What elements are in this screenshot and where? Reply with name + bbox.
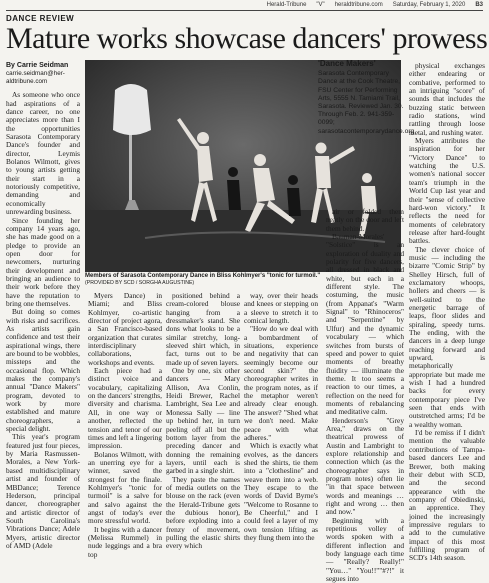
header-date: Saturday, February 1, 2020 xyxy=(392,2,466,8)
paragraph: Beginning with a repetitious volley of words spoken with a different inflection and body language each time — "Really? Really!" "You…" "You!!""#?!" it segues into xyxy=(326,515,404,583)
paragraph: This year's program featured just four pieces, by Maria Rasmussen-Morales, a New York-based multidisciplinary artist and founder of MBDance; Terence Hederson, principal dancer, choreographer and artistic director of South Carolina's Vibrations Dance; Adele Myers, artistic director of AMD (Adele xyxy=(6,432,80,550)
column-5 xyxy=(326,207,404,583)
paragraph: Which is exactly what evolves, as the dancers shed the shirts, tie them into a "clothesline" and weave them into a web. They escape to the words of David Byrne's "Welcome to Rosanne to Be Cheerful," and I could feel a layer of my own tension lifting as they flung them into the xyxy=(244,441,318,542)
paragraph: But doing so comes with risks and sacrifices. As artists gain confidence and test their aspirational wings, there are bound to be wobbles, missteps and the occasional flop. Which makes the company's annual "Dance Makers" program, devoted to work by more established and mature choreographers, a special delight. xyxy=(6,307,80,434)
byline: By Carrie Seidman xyxy=(6,62,69,69)
paragraph: positioned behind a cream-colored blouse hanging from a dressmaker's stand. She dons what looks to be a similar stretchy, long-sleeved shirt which, in fact, turns out to be made up of seven layers. xyxy=(166,291,240,367)
header-rule xyxy=(6,10,483,11)
kicker: DANCE REVIEW xyxy=(6,14,75,23)
paragraph: They paste the names of media outlets on the blouse on the rack (even the Herald-Tribune gets the dubious honor), before exploding into a frenzy of movement, pulling the elastic shirts every which xyxy=(166,474,240,551)
paragraph: One by one, six other dancers — Mary Allison, Ava Conlin, Heidi Brewer, Rachel Lambright, Sea Lee and Monessa Sally — line up behind her, in turn peeling off all but the bottom layer from the preceding dancer and donning the remaining layers, until each is garbed in a single shirt. xyxy=(166,366,240,476)
paragraph: As someone who once had aspirations of a dance career, no one appreciates more than I the opportunities Sarasota Contemporary Dance's founder and director, Leymis Bolanos Wilmott, gives to young artists getting their start in a notoriously competitive, demanding and economically unrewarding business. xyxy=(6,90,80,217)
paragraph: I'd be remiss if I didn't mention the valuable contributions of Tampa-based dancers Lee and Brewer, both making their debut with SCD, and the second appearance with the company of Obiedinski, an apprentice. They joined the increasingly impressive regulars to add to the cumulative impact of this most fulfilling program of SCD's 14th season. xyxy=(409,428,485,563)
paragraph: "How do we deal with a bombardment of situations, experience and negativity that can seemingly become our second skin?" the choreographer writes in the program notes, as if the metaphor weren't already clear enough. The answer? "Shed what we don't need. Make peace with what adheres." xyxy=(244,324,318,442)
column-3 xyxy=(166,291,240,551)
paragraph: Each piece had a distinct voice and vocabulary, capitalizing on the dancers' strengths, diversity and charisma. All, in one way or another, reflected the tension and tenor of our times and left a lingering impression. xyxy=(88,366,162,451)
paragraph: air or folded them neatly on the door and left them behind. xyxy=(326,207,404,233)
event-info-box xyxy=(318,59,415,136)
header-paper: Herald-Tribune xyxy=(266,2,307,8)
paragraph: Bauman-Morales' "Solstice" is an exploration of duality and polarity for five dancers, all dressed in black and white, but each in a different style. The costuming, the music (from Appanat's "Warm Signal" to "Rhinoceros" and "Serpentine" by Ulfur) and the dynamic vocabulary — which switches from bursts of speed and power to quiet moments of breathy fluidity — illuminate the theme. It too seems a reaction to our times, a reflection on the need for moments of rebalancing and meditative calm. xyxy=(326,232,404,417)
paragraph: Myers Dance) in Miami; and Bliss Kohlmyer, co-artistic director of project agora, a San Francisco-based organization that curates interdisciplinary collaborations, workshops and events. xyxy=(88,291,162,367)
column-4 xyxy=(244,291,318,542)
paragraph: The clever choice of music — including the bizarre "Comic Strip" by Shelley Hirsch, full of exclamatory whoops, hollers and cheers — is well-suited to the energetic barrage of leaps, floor slides and spiraling, speedy turns. The ending, with the dancers in a deep lunge reaching forward and upward, is metaphorically appropriate but made me wish I had a hundred backs for every contemporary piece I've seen that ends with outstretched arms; I'd be a wealthy woman. xyxy=(409,244,485,429)
paragraph: physical exchanges either endearing or combative, performed to an intriguing "score" of sounds that includes the buzzing static between radio stations, wind rattling through loose metal, and rushing water. xyxy=(409,61,485,137)
column-6 xyxy=(409,61,485,563)
headline: Mature works showcase dancers' prowess xyxy=(6,22,488,55)
paragraph: Myers attributes the inspiration for her "Victory Dance" to watching the U.S. women's national soccer team's triumph in the World Cup last year and their "sense of collective hard-won victory." It reflects the need for moments of celebratory release after hard-fought battles. xyxy=(409,136,485,246)
caption-text: Members of Sarasota Contemporary Dance in Bliss Kohlmyer's "tonic for turmoil." xyxy=(85,273,321,279)
paragraph: Since founding her company 14 years ago, she has made good on a pledge to provide an open door for newcomers, nurturing their development and bringing an audience to their work before they have the reputation to bring one themselves. xyxy=(6,215,80,308)
paragraph: Henderson's "Grey Area," draws on the theatrical prowess of Austin and Lambright to explore relationship and connection which (as the choreographer says in program notes) often lie "in that space between words and meanings … right and wrong … then and now." xyxy=(326,415,404,517)
header-page: B3 xyxy=(475,2,483,8)
author-email: carrie.seidman@her-aldtribune.com xyxy=(6,70,65,85)
info-title: 'Dance Makers' xyxy=(318,59,376,68)
column-2 xyxy=(88,291,162,559)
photo-credit: (PROVIDED BY SCD / SORGHA AUGUSTINE) xyxy=(85,280,195,286)
paragraph: It begins with a dancer (Melissa Rummel) in nude leggings and a bra top xyxy=(88,524,162,559)
info-details: Sarasota Contemporary Dance at the Cook Theatre, FSU Center for Performing Arts, 5555 N. Tamiami Trail, Sarasota. Reviewed Jan. 30. Through Feb. 2. 941-359-0099; sarasotacontemporarydance.org xyxy=(318,70,415,135)
column-1 xyxy=(6,62,80,550)
paragraph: way, over their heads and knees or stepping on a sleeve to stretch it to comical length. xyxy=(244,291,318,326)
header-section: "V" xyxy=(316,2,325,8)
header-site: heraldtribune.com xyxy=(334,2,383,8)
paragraph: Bolanos Wilmott, with an unerring eye for a winner, saved the strongest for the finale. Kohlmyer's "tonic for turmoil" is a salve for and salvo against the angst of today's ever more stressful world. xyxy=(88,449,162,526)
